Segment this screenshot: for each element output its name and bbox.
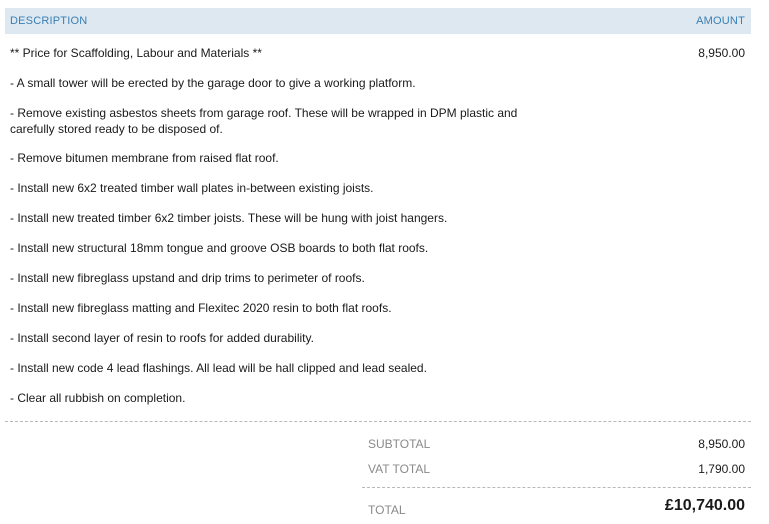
total-label: TOTAL: [368, 503, 406, 517]
item-line: - A small tower will be erected by the garage door to give a working platform.: [10, 76, 416, 90]
item-line: - Clear all rubbish on completion.: [10, 391, 186, 405]
item-amount: 8,950.00: [698, 46, 745, 60]
amount-column-header: AMOUNT: [696, 15, 745, 27]
description-column-header: DESCRIPTION: [10, 15, 88, 27]
item-line: - Install new 6x2 treated timber wall plates in-between existing joists.: [10, 181, 374, 195]
item-line: - Install second layer of resin to roofs for added durability.: [10, 331, 314, 345]
total-value: £10,740.00: [664, 497, 745, 514]
item-line: - Install new fibreglass upstand and drip trims to perimeter of roofs.: [10, 271, 365, 285]
item-line: - Install new code 4 lead flashings. All lead will be hall clipped and lead sealed.: [10, 361, 427, 375]
subtotal-label: SUBTOTAL: [368, 437, 431, 451]
items-divider: [5, 421, 751, 422]
item-line: - Install new structural 18mm tongue and groove OSB boards to both flat roofs.: [10, 241, 429, 255]
vat-total-value: 1,790.00: [698, 462, 745, 476]
item-line: - Remove existing asbestos sheets from garage roof. These will be wrapped in DPM plastic and carefully stored ready to be disposed of.: [10, 106, 518, 136]
item-line: - Remove bitumen membrane from raised flat roof.: [10, 151, 279, 165]
item-title: ** Price for Scaffolding, Labour and Materials **: [10, 46, 262, 60]
item-line: - Install new fibreglass matting and Flexitec 2020 resin to both flat roofs.: [10, 301, 392, 315]
subtotal-value: 8,950.00: [698, 437, 745, 451]
vat-total-label: VAT TOTAL: [368, 462, 431, 476]
totals-divider: [362, 487, 751, 488]
table-header: [5, 8, 751, 34]
item-line: - Install new treated timber 6x2 timber joists. These will be hung with joist hangers.: [10, 211, 448, 225]
